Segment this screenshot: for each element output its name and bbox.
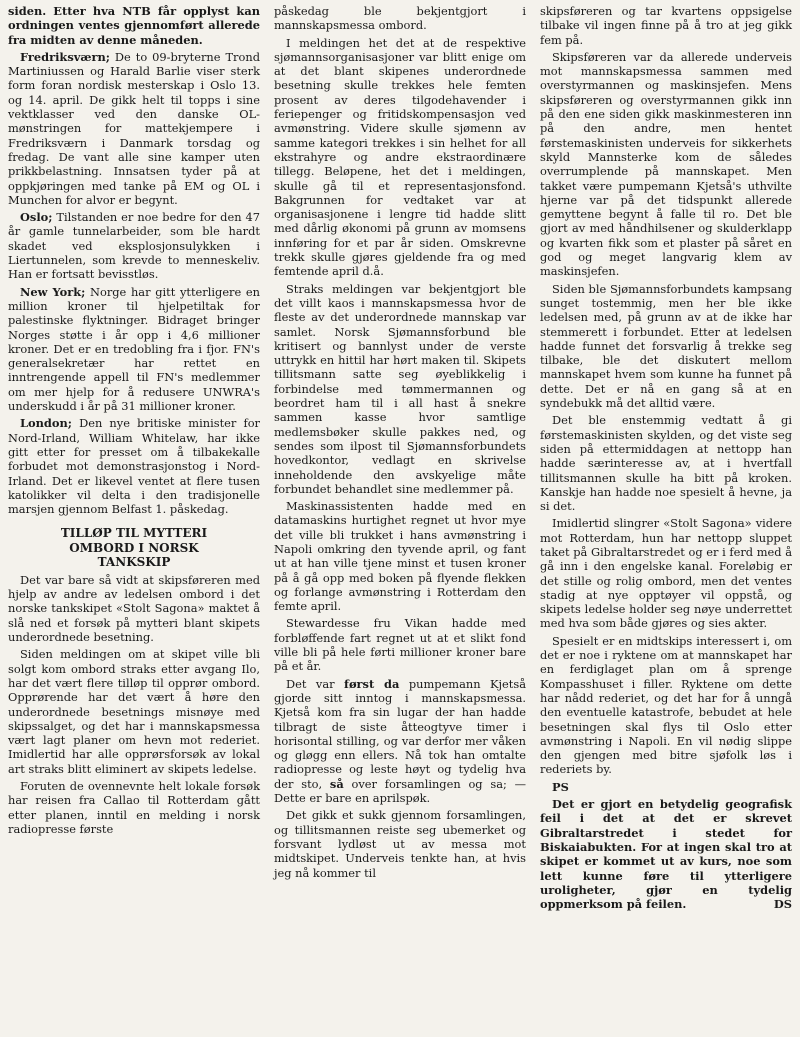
text-run: pumpemann Kjetså gjorde sitt inntog i mannskapsmessa. Kjetså kom fra sin lugar der han hadde tilbragt de siste åtteogtyve timer i horisontal stilling, og var derfor mer våken og gløgg enn ellers. Nå tok han omtalte radiopresse og leste høyt og tydelig hva der sto, xyxy=(274,676,527,791)
article-paragraph: Spesielt er en midtskips interessert i, om det er noe i ryktene om at mannskapet har en ferdiglaget plan om å sprenge Kompasshuset i filler. Ryktene om dette har nådd rederiet, og det har for å unngå den eventuelle katastrofe, bebudet at hele besetningen skal flys til Oslo etter avmønstring i Napoli. En vil nødig slippe den gjengen med bitre sjøfolk løs i rederiets by. xyxy=(540,633,792,777)
article-headline xyxy=(8,526,260,570)
news-item-place: Fredriksværn; xyxy=(20,49,110,64)
article-paragraph: Skipsføreren var da allerede underveis mot mannskapsmessa sammen med overstyrmannen og maskinsjefen. Mens skipsføreren og overstyrmannen gikk inn på den ene siden gikk maskinmesteren inn på den andre, men hentet førstemaskinisten underveis for sikkerhets skyld Mannsterke kom de således overrumplende på mannskapet. Men takket være pumpemann Kjetså's uthvilte hjerne var på det tidspunkt allerede gemyttene begynt å falle til ro. Det ble gjort av med håndhilsener og skulderklapp og kvarten fikk som et plaster på såret en god og meget langvarig klem av maskinsjefen. xyxy=(540,49,792,279)
news-item-oslo xyxy=(8,210,260,281)
article-paragraph: Foruten de ovennevnte helt lokale forsøk har reisen fra Callao til Rotterdam gått etter planen, inntil en melding i norsk radiopresse første xyxy=(8,779,260,836)
news-item-text: Norge har gitt ytterligere en million kroner til hjelpetiltak for palestinske flyktninger. Bidraget bringer Norges støtte i år opp i 4,6 millioner kroner. Det er en tredobling fra i fjor. FN's generalsekretær har rettet en inntrengende appell til FN's medlemmer om mer hjelp for å redusere UNWRA's underskudd i år på 31 millioner kroner. xyxy=(8,284,260,414)
news-item-text: De to 09-bryterne Trond Martiniussen og Harald Barlie viser sterk form foran nordisk mesterskap i Oslo 13. og 14. april. De gikk helt til topps i sine vektklasser ved den danske OL-mønstringen for mattekjempere i Fredriksværn i Danmark torsdag og fredag. De vant alle sine kamper uten prikkbelastning. Innsatsen tyder på at oppkjøringen med tanke på EM og OL i Munchen for alvor er begynt. xyxy=(8,49,260,207)
article-paragraph: påskedag ble bekjentgjort i mannskapsmessa ombord. xyxy=(274,4,526,33)
emphasis-text: så xyxy=(329,776,344,791)
correction-signature: DS xyxy=(773,897,792,912)
correction-text: Det er gjort en betydelig geografisk feil i det at det er skrevet Gibraltarstredet i stedet for Biskaiabukten. For at ingen skal tro at skipet er kommet ut av kurs, noe som lett kunne føre til ytterligere uroligheter, gjør en tydelig oppmerksom på feilen. xyxy=(540,797,792,912)
article-paragraph: Siden ble Sjømannsforbundets kampsang sunget tostemmig, men her ble ikke ledelsen med, på grunn av at de ikke har stemmerett i forbundet. Etter at ledelsen hadde funnet det forsvarlig å trekke seg tilbake, ble det diskutert mellom mannskapet hvem som kunne ha funnet på dette. Det er nå en gang så at en syndebukk må det alltid være. xyxy=(540,281,792,411)
news-item-place: New York; xyxy=(20,284,86,299)
headline-line-2: OMBORD I NORSK xyxy=(69,540,199,555)
article-paragraph: Det gikk et sukk gjennom forsamlingen, og tillitsmannen reiste seg ubemerket og forsvant lydløst ut av messa mot midtskipet. Underveis tenkte han, at hvis jeg nå kommer til xyxy=(274,808,526,880)
news-item-london xyxy=(8,416,260,516)
news-item-new-york xyxy=(8,285,260,414)
column-2 xyxy=(274,4,526,1037)
headline-line-3: TANKSKIP xyxy=(97,555,171,570)
article-paragraph: skipsføreren og tar kvartens oppsigelse tilbake vil ingen finne på å tro at jeg gikk fem på. xyxy=(540,4,792,47)
author-signature: PS xyxy=(552,779,569,794)
article-paragraph: Stewardesse fru Vikan hadde med forbløffende fart regnet ut at et slikt fond ville bli på hele førti millioner kroner bare på et år. xyxy=(274,616,526,674)
article-paragraph: Det ble enstemmig vedtatt å gi førstemaskinisten skylden, og det viste seg siden på ettermiddagen at nettopp han hadde særinteresse av, at i hvertfall tillitsmannen skulle ha bitt på kroken. Kanskje han hadde noe spesielt å hevne, ja si det. xyxy=(540,413,792,514)
news-item-place: Oslo; xyxy=(20,210,53,225)
correction-notice xyxy=(540,797,792,911)
news-item-text: Tilstanden er noe bedre for den 47 år gamle tunnelarbeider, som ble hardt skadet ved eksplosjonsulykken i Liertunnelen, som krevde to menneskeliv. Han er fortsatt bevisstløs. xyxy=(8,210,260,282)
news-item-fredriksvaern xyxy=(8,50,260,207)
article-paragraph: Straks meldingen var bekjentgjort ble det villt kaos i mannskapsmessa hvor de fleste av det underordnede mannskap var samlet. Norsk Sjømannsforbund ble kritisert og bannlyst under de verste uttrykk en hittil har hørt maken til. Skipets tillitsmann satte seg øyeblikkelig i forbindelse med tømmermannen og beordret ham til i all hast å snekre sammen kasse hvor samtlige medlemsbøker skulle pakkes ned, og sendes som ilpost til Sjømannsforbundets hovedkontor, vedlagt en skrivelse inneholdende den avskyelige måte forbundet behandlet sine medlemmer på. xyxy=(274,281,526,496)
column-1 xyxy=(8,4,260,1037)
article-paragraph: Maskinassistenten hadde med en datamaskins hurtighet regnet ut hvor mye det ville bli trukket i hans avmønstring i Napoli omkring den tyvende april, og fant ut at han ville tjene minst et tusen kroner på å gå opp med boken på flyende flekken og forlange avmønstring i Rotterdam den femte april. xyxy=(274,499,526,614)
article-paragraph: Det var bare så vidt at skipsføreren med hjelp av andre av ledelsen ombord i det norske tankskipet «Stolt Sagona» maktet å slå ned et forsøk på mytteri blant skipets underordnede besetning. xyxy=(8,572,260,645)
intro-paragraph: siden. Etter hva NTB får opplyst kan ordningen ventes gjennomført allerede fra midten av denne måneden. xyxy=(8,4,260,47)
news-item-text: Den nye britiske minister for Nord-Irland, William Whitelaw, har ikke gitt etter for presset om å tilbakekalle forbudet mot demonstrasjonstog i Nord-Irland. Det er likevel ventet at flere tusen katolikker vil delta i den tradisjonelle marsjen gjennom Belfast 1. påskedag. xyxy=(8,416,260,517)
article-paragraph: Siden meldingen om at skipet ville bli solgt kom ombord straks etter avgang Ilo, har det vært flere tilløp til opprør ombord. Opprørende har det vært å høre den underordnede besetnings misnøye med skipssalget, og det har i mannskapsmessa vært lagt planer om hevn mot rederiet. Imidlertid har alle opprørsforsøk av lokal art straks blitt eliminert av skipets ledelse. xyxy=(8,647,260,776)
article-paragraph: I meldingen het det at de respektive sjømannsorganisasjoner var blitt enige om at det blant skipenes underordnede besetning skulle trekkes hele femten prosent av deres tilgodehavender i feriepenger og fritidskompensasjon ved avmønstring. Videre skulle sjømenn av samme kategori trekkes i sin helhet for all ekstrahyre og andre ekstraordinære tillegg. Beløpene, het det i meldingen, skulle gå til et representasjonsfond. Bakgrunnen for vedtaket var at organisasjonene i lengre tid hadde slitt med dårlig økonomi på grunn av momsens innføring for et par år siden. Omskrevne trekk skulle gjøres gjeldende fra og med femtende april d.å. xyxy=(274,35,526,279)
article-paragraph: Imidlertid slingrer «Stolt Sagona» videre mot Rotterdam, hun har nettopp sluppet taket på Gibraltarstredet og er i ferd med å gå inn i den engelske kanal. Foreløbig er det stille og rolig ombord, men det ventes stadig at nye opptøyer vil oppstå, og skipets ledelse holder seg nøye underrettet med hva som både gjøres og sies akter. xyxy=(540,516,792,631)
emphasis-text: først da xyxy=(344,676,400,691)
headline-line-1: TILLØP TIL MYTTERI xyxy=(60,526,208,541)
article-paragraph-kjetsa xyxy=(274,677,526,806)
news-item-place: London; xyxy=(20,416,72,431)
column-3 xyxy=(540,4,792,1037)
text-run: over forsamlingen og sa; — Dette er bare en aprilspøk. xyxy=(274,776,526,806)
text-run: Det var xyxy=(286,676,345,691)
